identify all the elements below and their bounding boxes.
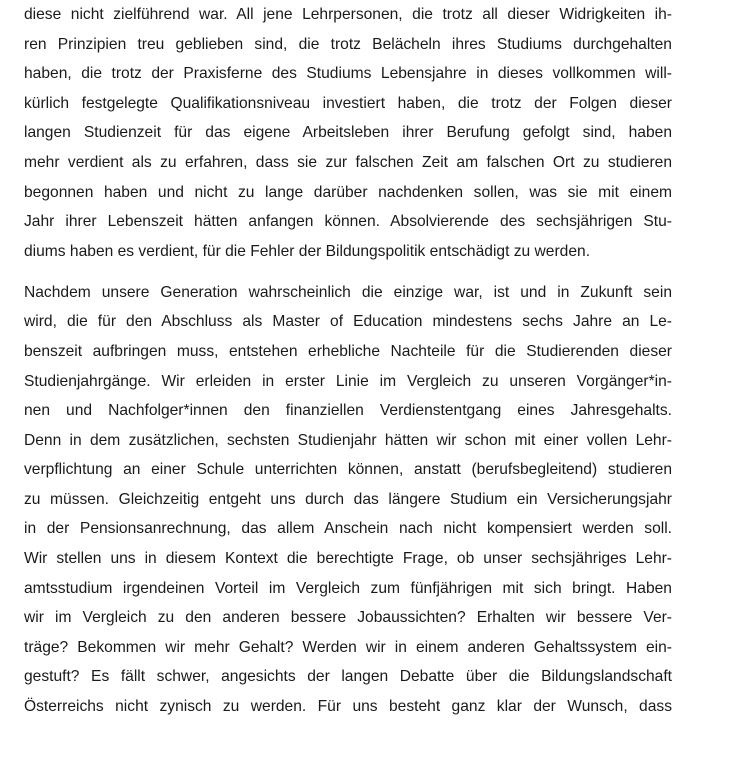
text-line: Jahr ihrer Lebenszeit hätten anfangen können. Absolvierende des sechsjährigen Stu- xyxy=(24,213,672,231)
text-line: nen und Nachfolger*innen den finanziellen Verdienstentgang eines Jahresgehalts. xyxy=(24,402,672,420)
text-line: verpflichtung an einer Schule unterrichten können, anstatt (berufsbegleitend) studieren xyxy=(24,461,672,479)
text-line: Denn in dem zusätzlichen, sechsten Studienjahr hätten wir schon mit einer vollen Lehr- xyxy=(24,431,672,449)
text-line: mehr verdient als zu erfahren, dass sie zur falschen Zeit am falschen Ort zu studieren xyxy=(24,153,672,171)
text-line: wir im Vergleich zu den anderen bessere Jobaussichten? Erhalten wir bessere Ver- xyxy=(24,609,672,627)
paragraph-spacer xyxy=(24,266,672,277)
text-line: amtsstudium irgendeinen Vorteil im Vergleich zum fünfjährigen mit sich bringt. Haben xyxy=(24,579,672,597)
text-line: Nachdem unsere Generation wahrscheinlich die einzige war, ist und in Zukunft sein xyxy=(24,283,672,301)
text-line: gestuft? Es fällt schwer, angesichts der langen Debatte über die Bildungslandschaft xyxy=(24,668,672,686)
paragraph-2 xyxy=(24,278,672,722)
text-line: Österreichs nicht zynisch zu werden. Für uns besteht ganz klar der Wunsch, dass xyxy=(24,698,672,716)
text-line: diums haben es verdient, für die Fehler der Bildungspolitik entschädigt zu werden. xyxy=(24,242,591,260)
text-line: Wir stellen uns in diesem Kontext die berechtigte Frage, ob unser sechsjähriges Lehr- xyxy=(24,550,672,568)
text-line: kürlich festgelegte Qualifikationsniveau investiert haben, die trotz der Folgen dieser xyxy=(24,94,672,112)
text-line: in der Pensionsanrechnung, das allem Anschein nach nicht kompensiert werden soll. xyxy=(24,520,672,538)
document-page xyxy=(24,0,672,722)
text-line: langen Studienzeit für das eigene Arbeitsleben ihrer Berufung gefolgt sind, haben xyxy=(24,124,672,142)
text-line: diese nicht zielführend war. All jene Lehrpersonen, die trotz all dieser Widrigkeiten ih- xyxy=(24,6,672,23)
text-line: ren Prinzipien treu geblieben sind, die trotz Belächeln ihres Studiums durchgehalten xyxy=(24,35,672,53)
text-line: wird, die für den Abschluss als Master of Education mindestens sechs Jahre an Le- xyxy=(24,313,672,331)
text-line: Studienjahrgänge. Wir erleiden in erster Linie im Vergleich zu unseren Vorgänger*in- xyxy=(24,372,672,390)
text-line: haben, die trotz der Praxisferne des Studiums Lebensjahre in dieses vollkommen will- xyxy=(24,65,672,83)
text-line: träge? Bekommen wir mehr Gehalt? Werden wir in einem anderen Gehaltssystem ein- xyxy=(24,638,672,656)
text-line: zu müssen. Gleichzeitig entgeht uns durch das längere Studium ein Versicherungsjahr xyxy=(24,490,672,508)
text-line: benszeit aufbringen muss, entstehen erhebliche Nachteile für die Studierenden dieser xyxy=(24,342,672,360)
paragraph-1 xyxy=(24,0,672,266)
text-line: begonnen haben und nicht zu lange darüber nachdenken sollen, was sie mit einem xyxy=(24,183,672,201)
